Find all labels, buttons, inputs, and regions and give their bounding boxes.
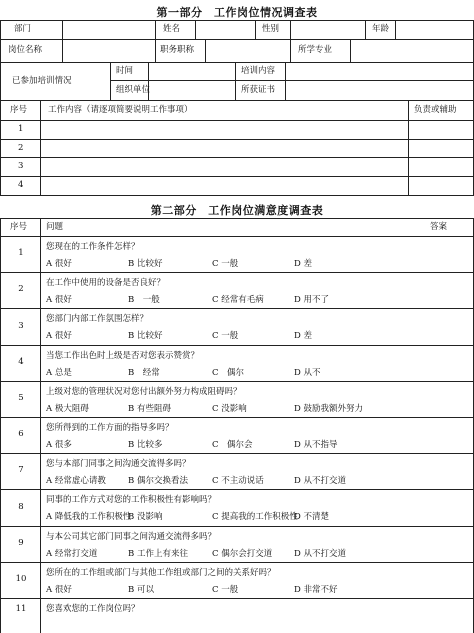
answer-option: B 没影响 [128, 512, 163, 522]
answer-option: C 提高我的工作积极性 [212, 512, 298, 522]
question-text: 您所在的工作组或部门与其他工作组或部门之间的关系好吗？ [46, 568, 276, 578]
q-seq-header: 序号 [10, 222, 28, 232]
answer-option: B 比较好 [128, 259, 163, 269]
answer-option: C 经常有毛病 [212, 295, 264, 305]
question-number: 4 [18, 357, 24, 367]
question-text: 上级对您的管理状况对您付出额外努力构成阻碍吗？ [46, 387, 242, 397]
work-row-number: 3 [18, 161, 24, 171]
answer-option: B 比较好 [128, 331, 163, 341]
q-question-header: 问题 [46, 222, 64, 232]
question-number: 7 [18, 465, 24, 475]
question-number: 2 [18, 284, 24, 294]
answer-option: B 一般 [128, 295, 160, 305]
question-text: 当您工作出色时上级是否对您表示赞赏？ [46, 351, 200, 361]
training-time-label: 时间 [116, 66, 134, 76]
answer-option: C 偶尔会打交道 [212, 549, 273, 559]
work-content-header: 工作内容（请逐项简要说明工作事项） [48, 105, 193, 115]
answer-option: D 差 [294, 259, 313, 269]
name-label: 姓名 [163, 24, 181, 34]
answer-option: A 很好 [46, 585, 72, 595]
post-label: 岗位名称 [8, 45, 43, 55]
work-role-header: 负责或辅助 [414, 105, 457, 115]
answer-option: A 很好 [46, 331, 72, 341]
answer-option: C 一般 [212, 585, 239, 595]
question-text: 您现在的工作条件怎样？ [46, 242, 140, 252]
training-org-label: 组织单位 [116, 85, 151, 95]
answer-option: B 偶尔交换看法 [128, 476, 188, 486]
question-text: 您部门内部工作氛围怎样？ [46, 314, 149, 324]
answer-option: B 工作上有来往 [128, 549, 188, 559]
answer-option: D 非常不好 [294, 585, 338, 595]
answer-option: B 经常 [128, 368, 160, 378]
question-number: 8 [18, 502, 24, 512]
major-label: 所学专业 [298, 45, 333, 55]
part1-title: 第一部分 工作岗位情况调查表 [156, 6, 318, 19]
training-cert-label: 所获证书 [241, 85, 276, 95]
answer-option: A 总是 [46, 368, 72, 378]
dept-label: 部门 [14, 24, 32, 34]
training-label: 已参加培训情况 [12, 76, 72, 86]
answer-option: C 不主动说话 [212, 476, 264, 486]
answer-option: D 用不了 [294, 295, 330, 305]
q-answer-header: 答案 [430, 222, 448, 232]
answer-option: D 鼓励我额外努力 [294, 404, 364, 414]
answer-option: B 比较多 [128, 440, 163, 450]
work-seq-header: 序号 [10, 105, 28, 115]
title-label: 职务职称 [160, 45, 195, 55]
question-text: 在工作中使用的设备是否良好？ [46, 278, 166, 288]
work-row-number: 1 [18, 124, 24, 134]
question-number: 10 [15, 574, 27, 584]
answer-option: D 不清楚 [294, 512, 330, 522]
answer-option: C 偶尔 [212, 368, 245, 378]
work-row-number: 2 [18, 143, 24, 153]
question-text: 您与本部门同事之间沟通交流得多吗？ [46, 459, 191, 469]
answer-option: D 从不打交道 [294, 476, 347, 486]
answer-option: D 从不 [294, 368, 321, 378]
answer-option: A 极大阻碍 [46, 404, 89, 414]
answer-option: A 很多 [46, 440, 72, 450]
answer-option: D 从不打交道 [294, 549, 347, 559]
answer-option: A 很好 [46, 259, 72, 269]
answer-option: C 一般 [212, 259, 239, 269]
answer-option: C 偶尔会 [212, 440, 253, 450]
answer-option: B 可以 [128, 585, 154, 595]
question-number: 3 [18, 321, 24, 331]
answer-option: D 从不指导 [294, 440, 338, 450]
age-label: 年龄 [372, 24, 390, 34]
question-number: 5 [18, 393, 24, 403]
question-text: 您所得到的工作方面的指导多吗？ [46, 423, 174, 433]
work-row-number: 4 [18, 180, 24, 190]
part2-title: 第二部分 工作岗位满意度调查表 [150, 204, 324, 217]
answer-option: D 差 [294, 331, 313, 341]
training-content-label: 培训内容 [241, 66, 276, 76]
answer-option: A 很好 [46, 295, 72, 305]
question-number: 9 [18, 538, 24, 548]
question-number: 11 [15, 604, 27, 614]
answer-option: A 经常打交道 [46, 549, 98, 559]
question-text: 您喜欢您的工作岗位吗？ [46, 604, 140, 614]
answer-option: C 一般 [212, 331, 239, 341]
question-text: 同事的工作方式对您的工作积极性有影响吗？ [46, 495, 217, 505]
gender-label: 性别 [262, 24, 280, 34]
question-text: 与本公司其它部门同事之间沟通交流得多吗？ [46, 532, 217, 542]
question-number: 6 [18, 429, 24, 439]
answer-option: C 没影响 [212, 404, 247, 414]
answer-option: A 经常虚心请教 [46, 476, 106, 486]
question-number: 1 [18, 248, 24, 258]
answer-option: A 降低我的工作积极性 [46, 512, 132, 522]
answer-option: B 有些阻碍 [128, 404, 171, 414]
